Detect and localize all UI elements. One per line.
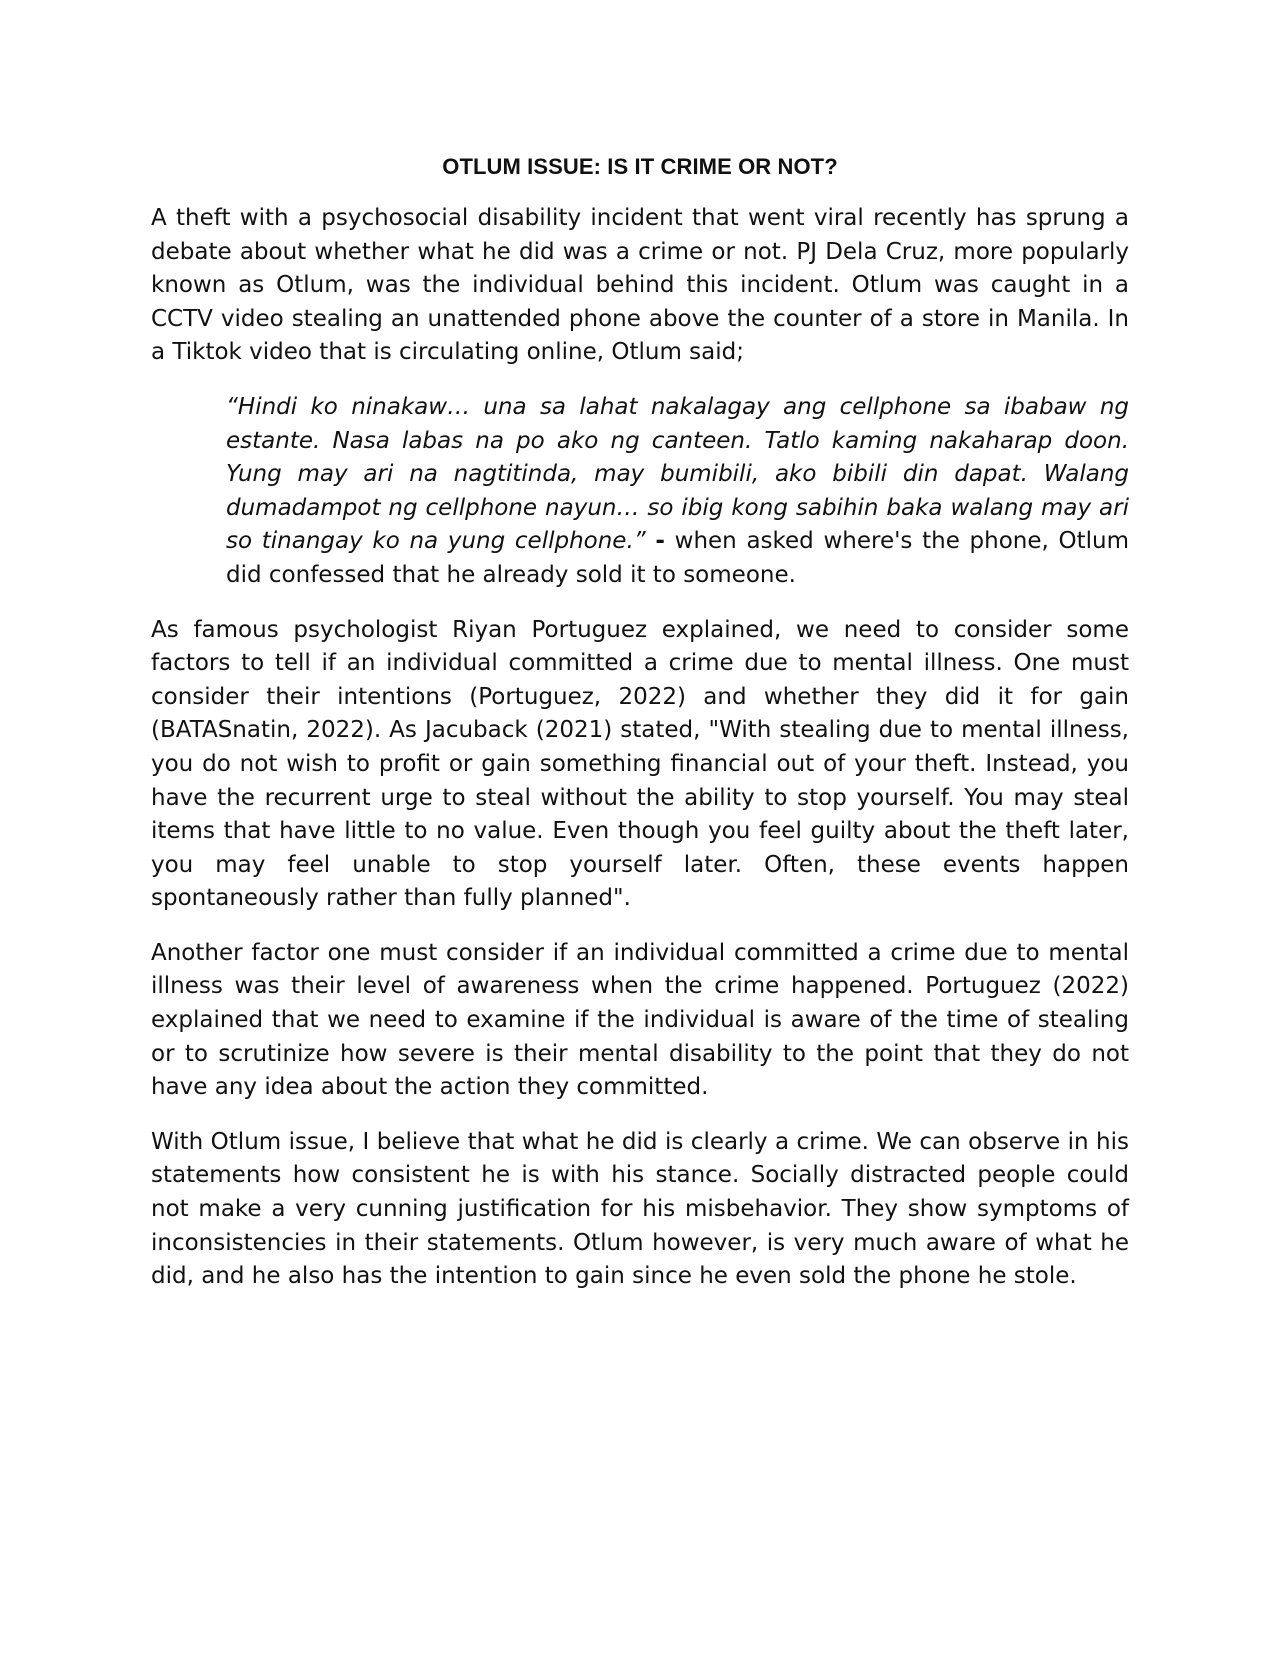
quote-dash: - [655, 528, 665, 555]
quote-italic-text: “Hindi ko ninakaw… una sa lahat nakalagay ang cellphone sa ibabaw ng estante. Nasa labas na po ako ng canteen. Tatlo kaming nakaharap doon. Yung may ari na nagtitinda, may bumibili, ako bibili din dapat. Walang dumadampot ng cellphone nayun… so ibig kong sabihin baka walang may ari so tinangay ko na yung cellphone.” [226, 393, 1129, 555]
block-quote [226, 391, 1129, 593]
paragraph-conclusion: With Otlum issue, I believe that what he did is clearly a crime. We can observe in his statements how consistent he is with his stance. Socially distracted people could not make a very cunning justification for his misbehavior. They show symptoms of inconsistencies in their statements. Otlum however, is very much aware of what he did, and he also has the intention to gain since he even sold the phone he stole. [151, 1128, 1129, 1290]
paragraph-awareness: Another factor one must consider if an individual committed a crime due to mental illness was their level of awareness when the crime happened. Portuguez (2022) explained that we need to examine if the individual is aware of the time of stealing or to scrutinize how severe is their mental disability to the point that they do not have any idea about the action they committed. [151, 939, 1129, 1101]
document-title: OTLUM ISSUE: IS IT CRIME OR NOT? [442, 154, 838, 179]
paragraph-intro: A theft with a psychosocial disability incident that went viral recently has sprung a debate about whether what he did was a crime or not. PJ Dela Cruz, more popularly known as Otlum, was the individual behind this incident. Otlum was caught in a CCTV video stealing an unattended phone above the counter of a store in Manila. In a Tiktok video that is circulating online, Otlum said; [151, 205, 1129, 366]
paragraph-factors: As famous psychologist Riyan Portuguez explained, we need to consider some factors to tell if an individual committed a crime due to mental illness. One must consider their intentions (Portuguez, 2022) and whether they did it for gain (BATASnatin, 2022). As Jacuback (2021) stated, "With stealing due to mental illness, you do not wish to profit or gain something financial out of your theft. Instead, you have the recurrent urge to steal without the ability to stop yourself. You may steal items that have little to no value. Even though you feel guilty about the theft later, you may feel unable to stop yourself later. Often, these events happen spontaneously rather than fully planned". [151, 616, 1129, 912]
quote-followup-text: when asked where's the phone, Otlum did confessed that he already sold it to someone. [226, 528, 1130, 588]
document-body [151, 150, 1129, 1315]
